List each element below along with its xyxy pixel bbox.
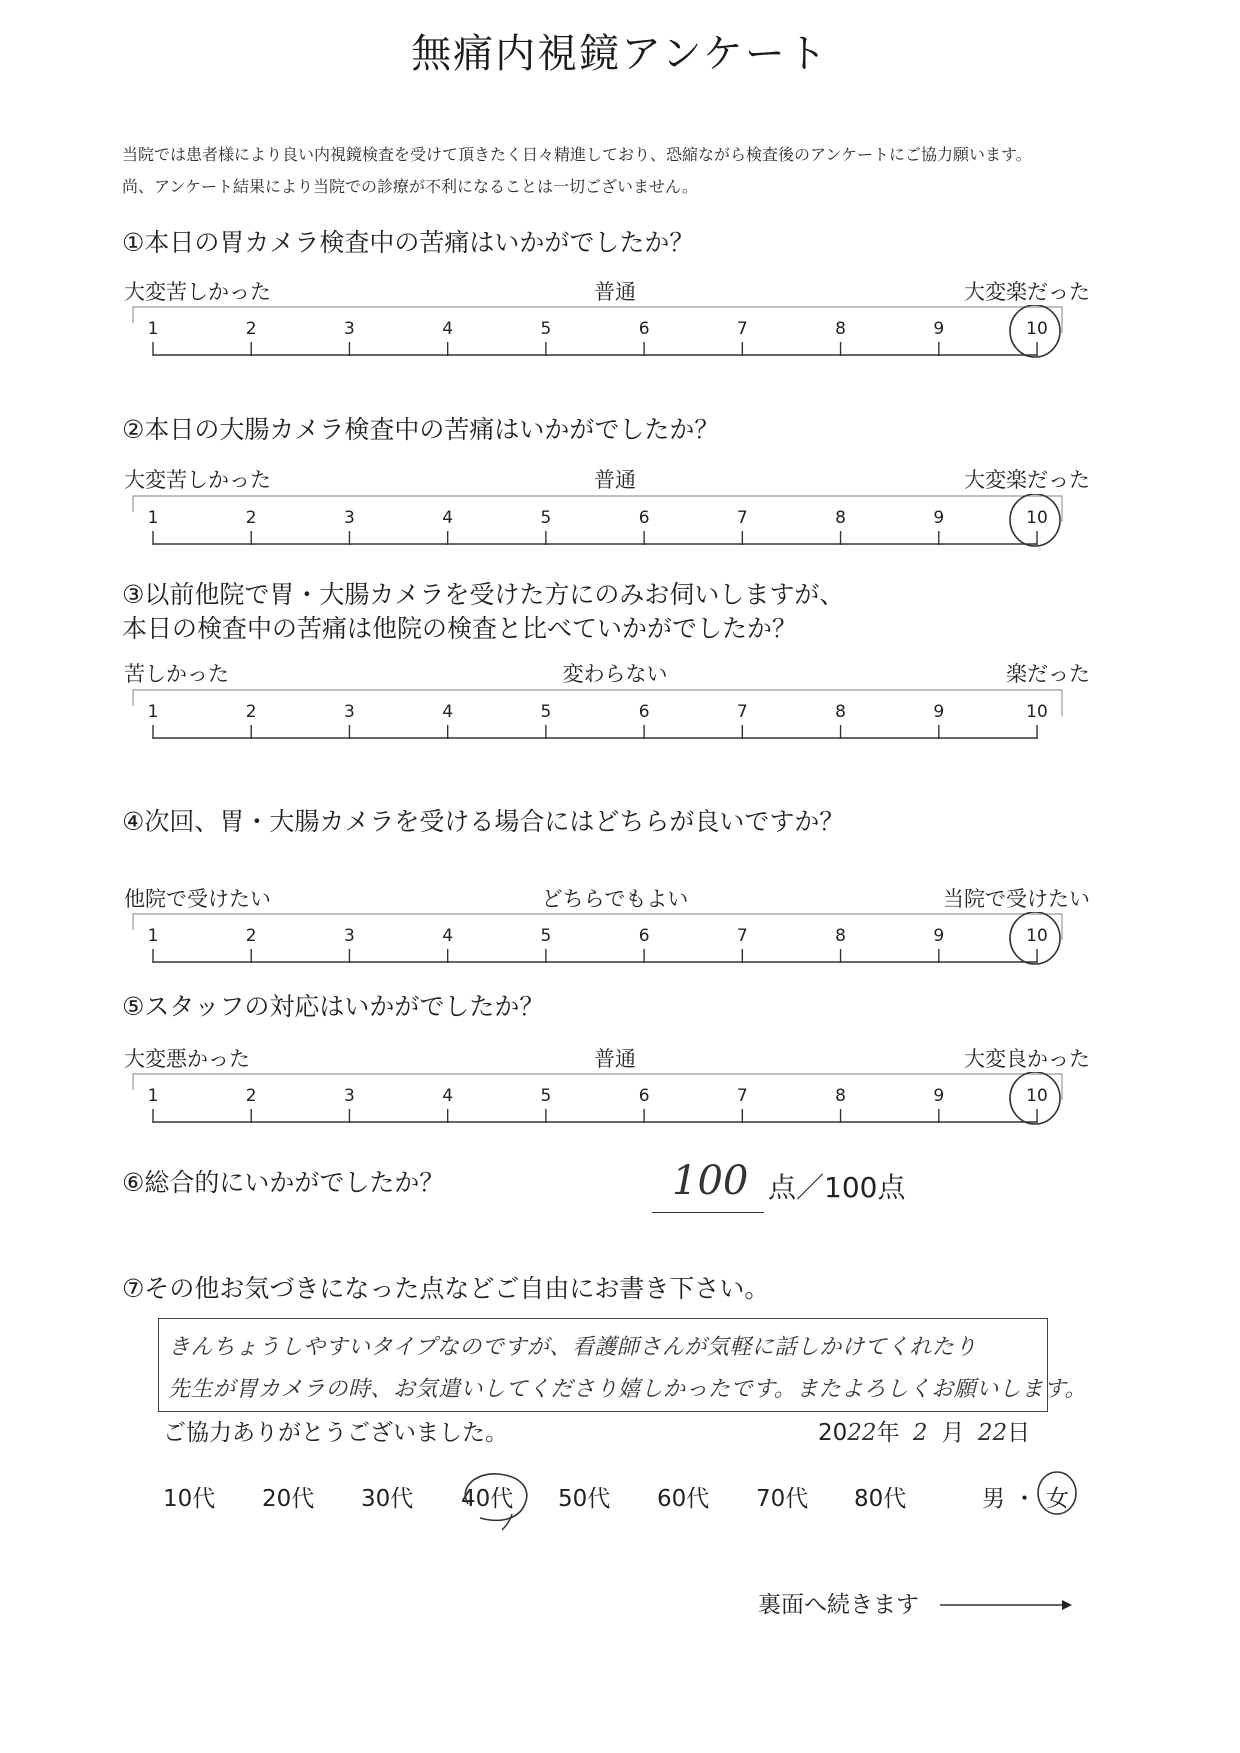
age-60s[interactable]: 60代 [657, 1486, 710, 1512]
q2-scale[interactable] [0, 494, 1240, 564]
age-50s[interactable]: 50代 [558, 1486, 611, 1512]
q2-right-label: 大変楽だった [964, 468, 1090, 492]
intro-line-2: 尚、アンケート結果により当院での診療が不利になることは一切ございません。 [122, 177, 699, 196]
scale-number-1: 1 [147, 319, 159, 339]
scale-svg [0, 1072, 1240, 1142]
scale-number-6: 6 [638, 1086, 650, 1106]
overall-score-value[interactable]: 100 [672, 1158, 749, 1204]
scale-number-10: 10 [1026, 508, 1048, 528]
question-4-text: ④次回、胃・大腸カメラを受ける場合にはどちらが良いですか？ [122, 807, 845, 836]
question-6-text: ⑥総合的にいかがでしたか？ [122, 1168, 445, 1197]
score-underline [652, 1212, 764, 1213]
q4-right-label: 当院で受けたい [943, 887, 1090, 911]
comment-line-1: きんちょうしやすいタイプなのですが、看護師さんが気軽に話しかけてくれたり [168, 1335, 977, 1360]
scale-number-7: 7 [736, 1086, 748, 1106]
scale-svg [0, 494, 1240, 564]
scale-number-4: 4 [442, 702, 454, 722]
age-80s[interactable]: 80代 [854, 1486, 907, 1512]
scale-number-3: 3 [344, 508, 355, 528]
date-month: 2 [912, 1420, 928, 1446]
question-7-text: ⑦その他お気づきになった点などご自由にお書き下さい。 [122, 1274, 770, 1303]
q5-center-label: 普通 [594, 1047, 636, 1071]
q1-scale[interactable] [0, 305, 1240, 375]
question-3-text-line-1: ③以前他院で胃・大腸カメラを受けた方にのみお伺いしますが、 [122, 580, 845, 609]
q1-left-label: 大変苦しかった [124, 280, 271, 304]
scale-frame [133, 690, 1062, 716]
scale-number-9: 9 [933, 508, 945, 528]
scale-number-9: 9 [933, 702, 945, 722]
scale-number-10: 10 [1026, 926, 1048, 946]
question-1-text: ①本日の胃カメラ検査中の苦痛はいかがでしたか？ [122, 228, 695, 257]
scale-frame [133, 307, 1062, 333]
scale-number-1: 1 [147, 1086, 159, 1106]
scale-number-8: 8 [835, 508, 846, 528]
question-2-text: ②本日の大腸カメラ検査中の苦痛はいかがでしたか？ [122, 415, 720, 444]
age-30s[interactable]: 30代 [361, 1486, 414, 1512]
scale-number-4: 4 [442, 926, 454, 946]
q5-right-label: 大変良かった [964, 1047, 1090, 1071]
scale-number-4: 4 [442, 1086, 454, 1106]
scale-frame [133, 914, 1062, 940]
scale-number-5: 5 [540, 319, 552, 339]
question-3-text-line-2: 本日の検査中の苦痛は他院の検査と比べていかがでしたか？ [122, 614, 798, 643]
gender-female[interactable]: 女 [1046, 1486, 1069, 1512]
scale-number-4: 4 [442, 508, 454, 528]
age-70s[interactable]: 70代 [756, 1486, 809, 1512]
date-field[interactable] [818, 1414, 1030, 1447]
age-selected-circle [450, 1466, 540, 1532]
gender-male[interactable]: 男 [982, 1486, 1005, 1512]
scale-number-7: 7 [736, 319, 748, 339]
q1-right-label: 大変楽だった [964, 280, 1090, 304]
scale-number-7: 7 [736, 508, 748, 528]
age-40s[interactable]: 40代 [461, 1486, 514, 1512]
q4-scale[interactable] [0, 912, 1240, 982]
date-month-label: 月 [941, 1420, 965, 1446]
date-year-label: 年 [876, 1420, 900, 1446]
scale-number-6: 6 [638, 508, 650, 528]
scale-number-2: 2 [245, 319, 257, 339]
scale-frame [133, 1074, 1062, 1100]
scale-number-3: 3 [344, 319, 355, 339]
q4-center-label: どちらでもよい [541, 887, 689, 911]
scale-number-5: 5 [540, 926, 552, 946]
scale-number-10: 10 [1026, 702, 1048, 722]
q3-left-label: 苦しかった [124, 662, 229, 686]
q3-right-label: 楽だった [1006, 662, 1090, 686]
continue-on-back-text: 裏面へ続きます [758, 1592, 919, 1618]
scale-number-3: 3 [344, 926, 355, 946]
scale-number-6: 6 [638, 319, 650, 339]
scale-number-8: 8 [835, 1086, 846, 1106]
scale-number-9: 9 [933, 926, 945, 946]
intro-line-1: 当院では患者様により良い内視鏡検査を受けて頂きたく日々精進しており、恐縮ながら検査後のアンケートにご協力願います。 [122, 145, 1032, 164]
q1-center-label: 普通 [594, 280, 636, 304]
scale-number-9: 9 [933, 1086, 945, 1106]
question-5-text: ⑤スタッフの対応はいかがでしたか？ [122, 992, 545, 1021]
scale-number-1: 1 [147, 508, 159, 528]
scale-number-2: 2 [245, 702, 257, 722]
scale-number-6: 6 [638, 926, 650, 946]
date-year: 22 [847, 1420, 877, 1446]
date-day: 22 [977, 1420, 1008, 1446]
scale-number-10: 10 [1026, 319, 1048, 339]
gender-selected-circle [1034, 1468, 1080, 1518]
scale-number-5: 5 [540, 1086, 552, 1106]
age-10s[interactable]: 10代 [163, 1486, 216, 1512]
scale-number-8: 8 [835, 319, 846, 339]
q2-left-label: 大変苦しかった [124, 468, 271, 492]
q3-center-label: 変わらない [562, 662, 668, 686]
scale-number-9: 9 [933, 319, 945, 339]
scale-number-3: 3 [344, 702, 355, 722]
q3-scale[interactable] [0, 688, 1240, 758]
scale-number-7: 7 [736, 926, 748, 946]
scale-number-4: 4 [442, 319, 454, 339]
scale-number-6: 6 [638, 702, 650, 722]
date-year-prefix: 20 [818, 1420, 848, 1446]
page-title: 無痛内視鏡アンケート [411, 31, 829, 77]
scale-number-5: 5 [540, 702, 552, 722]
scale-number-5: 5 [540, 508, 552, 528]
q2-center-label: 普通 [594, 468, 636, 492]
scale-frame [133, 496, 1062, 522]
age-20s[interactable]: 20代 [262, 1486, 315, 1512]
q4-left-label: 他院で受けたい [124, 887, 271, 911]
comment-line-2: 先生が胃カメラの時、お気遣いしてくださり嬉しかったです。またよろしくお願いします。 [168, 1377, 1087, 1402]
scale-number-1: 1 [147, 702, 159, 722]
scale-number-10: 10 [1026, 1086, 1048, 1106]
scale-svg [0, 305, 1240, 375]
scale-number-8: 8 [835, 702, 846, 722]
scale-svg [0, 688, 1240, 758]
q5-scale[interactable] [0, 1072, 1240, 1142]
scale-number-2: 2 [245, 926, 257, 946]
gender-dot: ・ [1013, 1486, 1036, 1512]
score-suffix: 点／100点 [768, 1171, 906, 1204]
scale-svg [0, 912, 1240, 982]
scale-number-1: 1 [147, 926, 159, 946]
scale-number-7: 7 [736, 702, 748, 722]
date-day-label: 日 [1007, 1420, 1031, 1446]
arrow-right-icon [938, 1596, 1074, 1614]
scale-number-3: 3 [344, 1086, 355, 1106]
scale-number-2: 2 [245, 508, 257, 528]
scale-number-2: 2 [245, 1086, 257, 1106]
scale-number-8: 8 [835, 926, 846, 946]
q5-left-label: 大変悪かった [124, 1047, 250, 1071]
thanks-text: ご協力ありがとうございました。 [163, 1420, 508, 1446]
